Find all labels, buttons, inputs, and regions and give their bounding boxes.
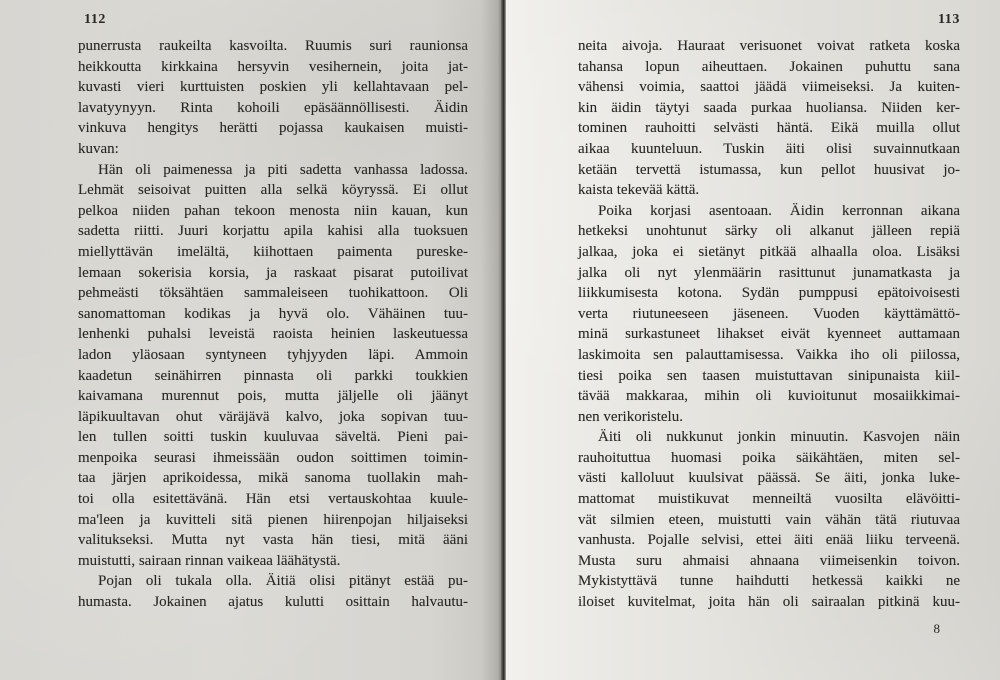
text-line: humasta. Jokainen ajatus kulutti osittain halvautu-: [78, 594, 468, 611]
text-line: verta riutuneeseen jäseneen. Vuoden käyttämättö-: [578, 305, 960, 322]
text-line: ladon yläosaan syntyneen tyhjyyden läpi. Ammoin: [78, 346, 468, 363]
text-line: muistutti, sairaan rinnan vaikeaa läähätystä.: [78, 552, 341, 569]
text-line: kuvan:: [78, 140, 119, 157]
text-line: lenhenki puhalsi leveistä raoista heinien laskeutuessa: [78, 326, 468, 343]
text-line: taa järjen aprikoidessa, mikä sanoma tuollakin mah-: [78, 470, 468, 487]
text-line: Pojan oli tukala olla. Äitiä olisi pitänyt estää pu-: [98, 573, 468, 590]
text-line: tominen rauhoitti selvästi häntä. Eikä muilla ollut: [578, 120, 960, 137]
page-text: [78, 36, 468, 613]
text-line: Lehmät seisoivat puitten alla selkä köyryssä. Ei ollut: [78, 182, 468, 199]
text-line: kuvasti vieri kurttuisten poskien yli kellahtavaan pel-: [78, 79, 468, 96]
text-line: västi kalloluut kuulsivat päässä. Se äiti, jonka luke-: [578, 470, 960, 487]
text-line: pelkoa niiden pahan tekoon menosta niin kauan, kun: [78, 202, 468, 219]
text-line: minä surkastuneet lihakset eivät kyenneet auttamaan: [578, 326, 960, 343]
text-line: läpikuultavan ohut väräjävä kalvo, joka sopivan tuu-: [78, 408, 468, 425]
text-line: liikkumisesta kotona. Sydän pumppusi epätoivoisesti: [578, 285, 960, 302]
text-line: pehmeästi töksähtäen sammaleiseen tuohikattoon. Oli: [78, 285, 468, 302]
text-line: nen verikoristelu.: [578, 408, 683, 425]
text-line: miellyttävän imelältä, kiihottaen paimenta pureske-: [78, 243, 468, 260]
text-line: hetkeksi unohtunut särky oli alkanut jälleen repiä: [578, 223, 960, 240]
signature-mark: 8: [933, 621, 940, 636]
text-line: Hän oli paimenessa ja piti sadetta vanhassa ladossa.: [98, 161, 468, 178]
text-line: sanomattoman kodikas ja hyvä olo. Vähäinen tuu-: [78, 305, 468, 322]
text-line: vät silmien eteen, muistutti vain vähän tätä riutuvaa: [578, 511, 960, 528]
text-line: kaista tekevää kättä.: [578, 182, 700, 199]
text-line: Poika korjasi asentoaan. Äidin kerronnan aikana: [598, 202, 960, 219]
text-line: Äiti oli nukkunut jonkin minuutin. Kasvojen näin: [598, 429, 960, 446]
text-line: laskimoita sen palauttamisessa. Vaikka iho oli piilossa,: [578, 346, 960, 363]
text-line: kaadetun seinähirren pinnasta oli parkki toukkien: [78, 367, 468, 384]
text-line: tahansa lopun aiheuttaen. Jokainen puhuttu sana: [578, 58, 960, 75]
text-line: ma'leen ja kuvitteli sitä pienen hiirenpojan hiljaiseksi: [78, 511, 468, 528]
text-line: jalkaa, joka ei sietänyt pitkää alhaalla oloa. Lisäksi: [578, 243, 960, 260]
text-line: kaivamana murennut pois, mutta jäljelle oli jäänyt: [78, 388, 468, 405]
text-line: vinkuva hengitys herätti pojassa kaukaisen muisti-: [78, 120, 468, 137]
text-line: rauhoituttua huomasi poika säikähtäen, miten sel-: [578, 449, 960, 466]
text-line: vähensi voimia, saattoi jäädä viimeiseksi. Ja kuiten-: [578, 79, 960, 96]
text-line: len tullen soitti tuskin kuuluvaa säveltä. Pieni pai-: [78, 429, 468, 446]
text-line: lavatyynyyn. Rinta kohoili epäsäännöllisesti. Äidin: [78, 99, 468, 116]
page-right: [506, 0, 1000, 680]
text-line: aikaa kuunteluun. Tuskin äiti olisi suvainnutkaan: [578, 140, 960, 157]
text-line: tiesi poika sen taasen muistuttavan sinipunaista kiil-: [578, 367, 960, 384]
text-line: tävää makkaraa, mihin oli kuvioitunut mosaiikkimai-: [578, 388, 960, 405]
text-line: lemaan sokerisia korsia, ja raskaat pisarat putoilivat: [78, 264, 468, 281]
text-line: mattomat muistikuvat menneiltä vuosilta elävöitti-: [578, 491, 960, 508]
text-line: iloiset kuvitelmat, joita hän oli sairaalan pitkinä kuu-: [578, 594, 960, 611]
text-line: valitukseksi. Mutta nyt vasta hän tiesi, mitä ääni: [78, 532, 468, 549]
text-line: punerrusta raukeilta kasvoilta. Ruumis suri raunionsa: [78, 38, 468, 54]
text-line: jalka oli nyt ylenmäärin rasittunut junamatkasta ja: [578, 264, 960, 281]
text-line: Mykistyttävä tunne haihdutti hetkessä kaikki ne: [578, 573, 960, 590]
text-line: menpoika seurasi ihmeissään oudon soittimen toimin-: [78, 449, 468, 466]
text-line: Musta suru ahmaisi ahnaana viimeisenkin toivon.: [578, 552, 960, 569]
text-line: kin äidin täytyi saada purkaa huoliansa. Niiden ker-: [578, 99, 960, 116]
page-number: 112: [84, 12, 107, 27]
page-text: [578, 36, 960, 613]
text-line: toi olla esitettävänä. Hän etsi vertauskohtaa kuule-: [78, 491, 468, 508]
text-line: sadetta riitti. Juuri korjattu apila kahisi alla tuoksuen: [78, 223, 468, 240]
text-line: ketään tervettä istumassa, kun pellot huusivat jo-: [578, 161, 960, 178]
text-line: heikkoutta kirkkaina hersyvin vesihernein, joita jat-: [78, 58, 468, 75]
page-number: 113: [937, 12, 960, 27]
text-line: neita aivoja. Hauraat verisuonet voivat ratketa koska: [578, 38, 960, 54]
text-line: vanhusta. Pojalle selvisi, ettei äiti enää liiku terveenä.: [578, 532, 960, 549]
